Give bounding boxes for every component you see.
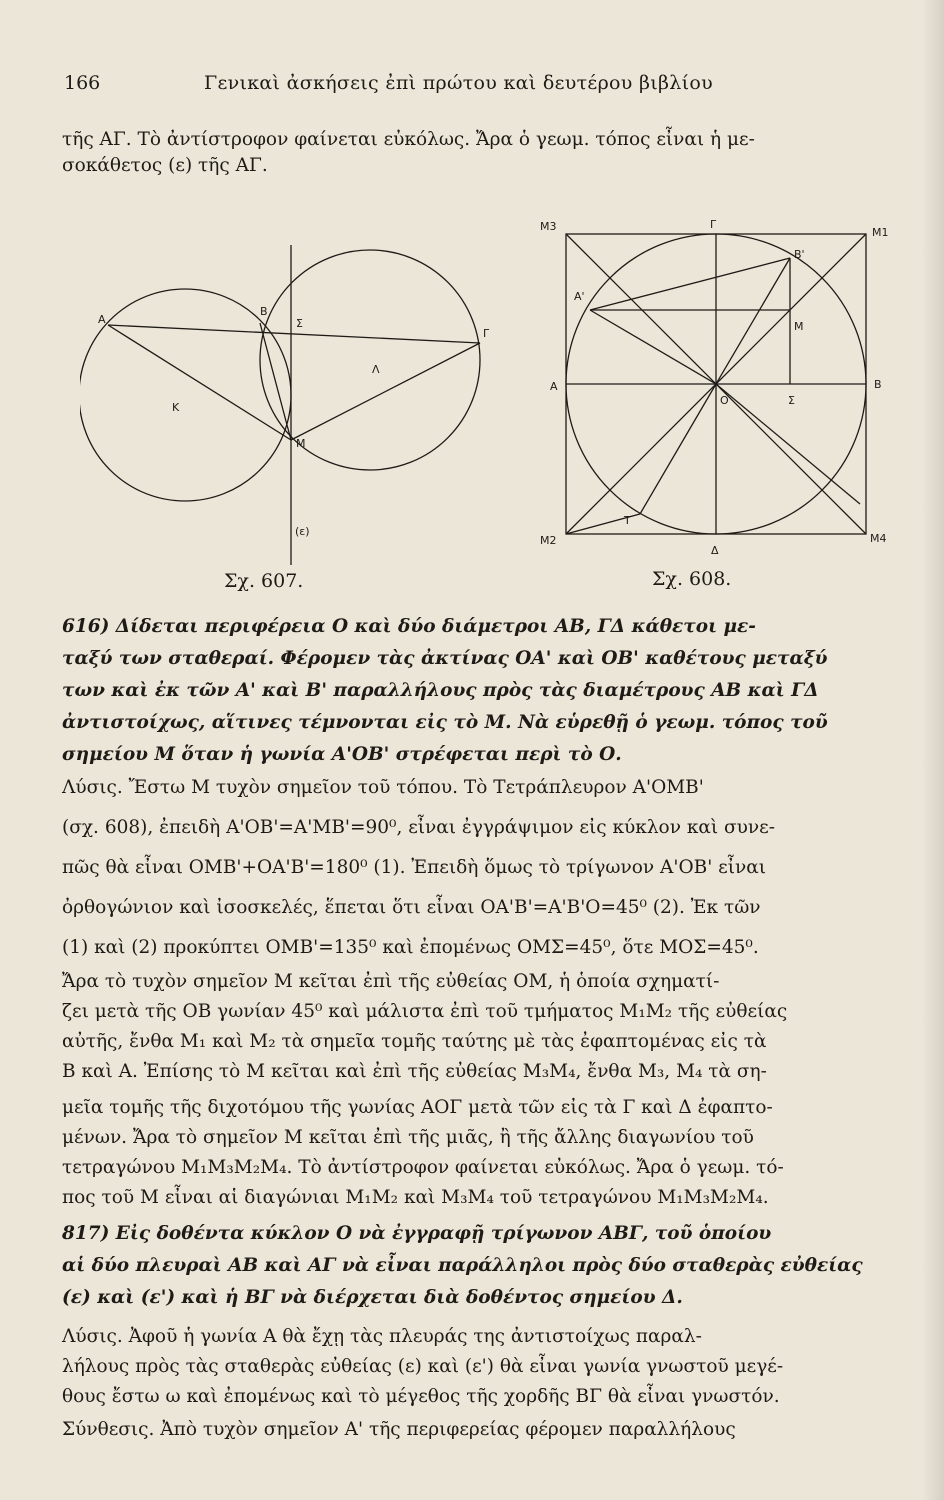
fig608-label-a: Α bbox=[550, 380, 558, 393]
problem616-solution-1: Λύσις. Ἔστω Μ τυχὸν σημεῖον τοῦ τόπου. Τὸ Τετράπλευρον Α'ΟΜΒ' bbox=[62, 777, 704, 798]
problem616-solution-10: μεῖα τομῆς τῆς διχοτόμου τῆς γωνίας ΑΟΓ μετὰ τῶν εἰς τὰ Γ καὶ Δ ἐφαπτο- bbox=[62, 1097, 773, 1118]
problem616-solution-13: πος τοῦ Μ εἶναι αἱ διαγώνιαι Μ₁Μ₂ καὶ Μ₃Μ₄ τοῦ τετραγώνου Μ₁Μ₃Μ₂Μ₄. bbox=[62, 1187, 769, 1208]
fig607-label-b: Β bbox=[260, 305, 268, 318]
page-number: 166 bbox=[64, 72, 101, 94]
fig607-label-m: Μ bbox=[296, 437, 306, 450]
fig608-label-d: Δ bbox=[711, 544, 719, 557]
fig608-label-m1: Μ1 bbox=[872, 226, 889, 239]
problem817-statement-3: (ε) καὶ (ε') καὶ ἡ ΒΓ νὰ διέρχεται διὰ δοθέντος σημείου Δ. bbox=[62, 1287, 683, 1308]
problem616-solution-11: μένων. Ἄρα τὸ σημεῖον Μ κεῖται ἐπὶ τῆς μιᾶς, ἢ τῆς ἄλλης διαγωνίου τοῦ bbox=[62, 1127, 754, 1148]
problem817-statement-1: 817) Εἰς δοθέντα κύκλον Ο νὰ ἐγγραφῇ τρίγωνον ΑΒΓ, τοῦ ὁποίου bbox=[62, 1223, 772, 1244]
fig608-label-a1: Α' bbox=[574, 290, 585, 303]
fig608-chord-a1b1 bbox=[590, 258, 790, 310]
fig607-line-am bbox=[108, 325, 291, 440]
fig608-label-o: Ο bbox=[720, 394, 729, 407]
problem616-statement-3: των καὶ ἐκ τῶν Α' καὶ Β' παραλλήλους πρὸς τὰς διαμέτρους ΑΒ καὶ ΓΔ bbox=[62, 680, 819, 701]
problem616-statement-2: ταξύ των σταθεραί. Φέρομεν τὰς ἀκτίνας ΟΑ' καὶ ΟΒ' καθέτους μεταξύ bbox=[62, 648, 828, 669]
fig607-line-gm bbox=[291, 343, 480, 440]
problem817-solution-1: Λύσις. Ἀφοῦ ἡ γωνία Α θὰ ἔχῃ τὰς πλευράς της ἀντιστοίχως παραλ- bbox=[62, 1326, 702, 1347]
problem616-solution-7: ζει μετὰ τῆς ΟΒ γωνίαν 45⁰ καὶ μάλιστα ἐπὶ τοῦ τμήματος Μ₁Μ₂ τῆς εὐθείας bbox=[62, 1001, 788, 1022]
problem817-solution-3: θους ἔστω ω καὶ ἐπομένως καὶ τὸ μέγεθος τῆς χορδῆς ΒΓ θὰ εἶναι γνωστόν. bbox=[62, 1386, 780, 1407]
intro-line-2: σοκάθετος (ε) τῆς ΑΓ. bbox=[62, 155, 268, 176]
figure-608 bbox=[520, 218, 920, 568]
figure-607 bbox=[80, 235, 510, 565]
problem616-solution-12: τετραγώνου Μ₁Μ₃Μ₂Μ₄. Τὸ ἀντίστροφον φαίνεται εὐκόλως. Ἄρα ὁ γεωμ. τό- bbox=[62, 1157, 784, 1178]
fig608-label-m: Μ bbox=[794, 320, 804, 333]
fig608-label-g: Γ bbox=[710, 218, 717, 231]
problem616-solution-6: Ἄρα τὸ τυχὸν σημεῖον Μ κεῖται ἐπὶ τῆς εὐθείας ΟΜ, ἡ ὁποία σχηματί- bbox=[62, 971, 720, 992]
problem616-statement-5: σημείου Μ ὅταν ἡ γωνία Α'ΟΒ' στρέφεται περὶ τὸ Ο. bbox=[62, 744, 622, 765]
running-title: Γενικαὶ ἀσκήσεις ἐπὶ πρώτου καὶ δευτέρου βιβλίου bbox=[204, 72, 713, 94]
fig608-label-b: Β bbox=[874, 378, 882, 391]
problem817-synthesis-1: Σύνθεσις. Ἀπὸ τυχὸν σημεῖον Α' τῆς περιφερείας φέρομεν παραλλήλους bbox=[62, 1419, 736, 1440]
problem616-solution-4: ὀρθογώνιον καὶ ἰσοσκελές, ἕπεται ὅτι εἶναι ΟΑ'Β'=Α'Β'Ο=45⁰ (2). Ἐκ τῶν bbox=[62, 897, 761, 918]
problem616-statement-1: 616) Δίδεται περιφέρεια Ο καὶ δύο διάμετροι ΑΒ, ΓΔ κάθετοι με- bbox=[62, 616, 756, 637]
fig607-caption: Σχ. 607. bbox=[224, 570, 304, 592]
fig607-label-a: Α bbox=[98, 313, 106, 326]
fig607-label-k: Κ bbox=[172, 401, 180, 414]
fig607-label-s: Σ bbox=[296, 317, 303, 330]
fig607-label-e: (ε) bbox=[295, 525, 310, 538]
fig607-line-ag bbox=[108, 325, 480, 343]
fig608-label-s: Σ bbox=[788, 394, 795, 407]
problem616-solution-3: πῶς θὰ εἶναι ΟΜΒ'+ΟΑ'Β'=180⁰ (1). Ἐπειδὴ ὅμως τὸ τρίγωνον Α'ΟΒ' εἶναι bbox=[62, 857, 767, 878]
problem817-statement-2: αἱ δύο πλευραὶ ΑΒ καὶ ΑΓ νὰ εἶναι παράλληλοι πρὸς δύο σταθερὰς εὐθείας bbox=[62, 1255, 863, 1276]
intro-line-1: τῆς ΑΓ. Τὸ ἀντίστροφον φαίνεται εὐκόλως. Ἄρα ὁ γεωμ. τόπος εἶναι ἡ με- bbox=[62, 129, 755, 150]
fig608-label-t: Τ bbox=[624, 514, 631, 527]
page-gutter-shadow bbox=[922, 0, 944, 1500]
fig608-label-m2: Μ2 bbox=[540, 534, 557, 547]
problem616-solution-5: (1) καὶ (2) προκύπτει ΟΜΒ'=135⁰ καὶ ἐπομένως ΟΜΣ=45⁰, ὅτε ΜΟΣ=45⁰. bbox=[62, 937, 759, 958]
fig608-label-m3: Μ3 bbox=[540, 220, 557, 233]
fig607-label-g: Γ bbox=[483, 327, 490, 340]
fig608-label-m4: Μ4 bbox=[870, 532, 887, 545]
problem616-statement-4: ἀντιστοίχως, αἵτινες τέμνονται εἰς τὸ Μ. Νὰ εὑρεθῇ ὁ γεωμ. τόπος τοῦ bbox=[62, 712, 828, 733]
problem616-solution-8: αὐτῆς, ἔνθα Μ₁ καὶ Μ₂ τὰ σημεῖα τομῆς ταύτης μὲ τὰς ἐφαπτομένας εἰς τὰ bbox=[62, 1031, 767, 1052]
problem817-solution-2: λήλους πρὸς τὰς σταθερὰς εὐθείας (ε) καὶ (ε') θὰ εἶναι γωνία γνωστοῦ μεγέ- bbox=[62, 1356, 784, 1377]
fig608-caption: Σχ. 608. bbox=[652, 568, 732, 590]
fig608-label-b1: Β' bbox=[794, 248, 805, 261]
fig607-circle-k bbox=[80, 289, 291, 501]
problem616-solution-9: Β καὶ Α. Ἐπίσης τὸ Μ κεῖται καὶ ἐπὶ τῆς εὐθείας Μ₃Μ₄, ἔνθα Μ₃, Μ₄ τὰ ση- bbox=[62, 1061, 767, 1082]
fig607-label-l: Λ bbox=[372, 363, 380, 376]
problem616-solution-2: (σχ. 608), ἐπειδὴ Α'ΟΒ'=Α'ΜΒ'=90⁰, εἶναι ἐγγράψιμον εἰς κύκλον καὶ συνε- bbox=[62, 817, 775, 838]
